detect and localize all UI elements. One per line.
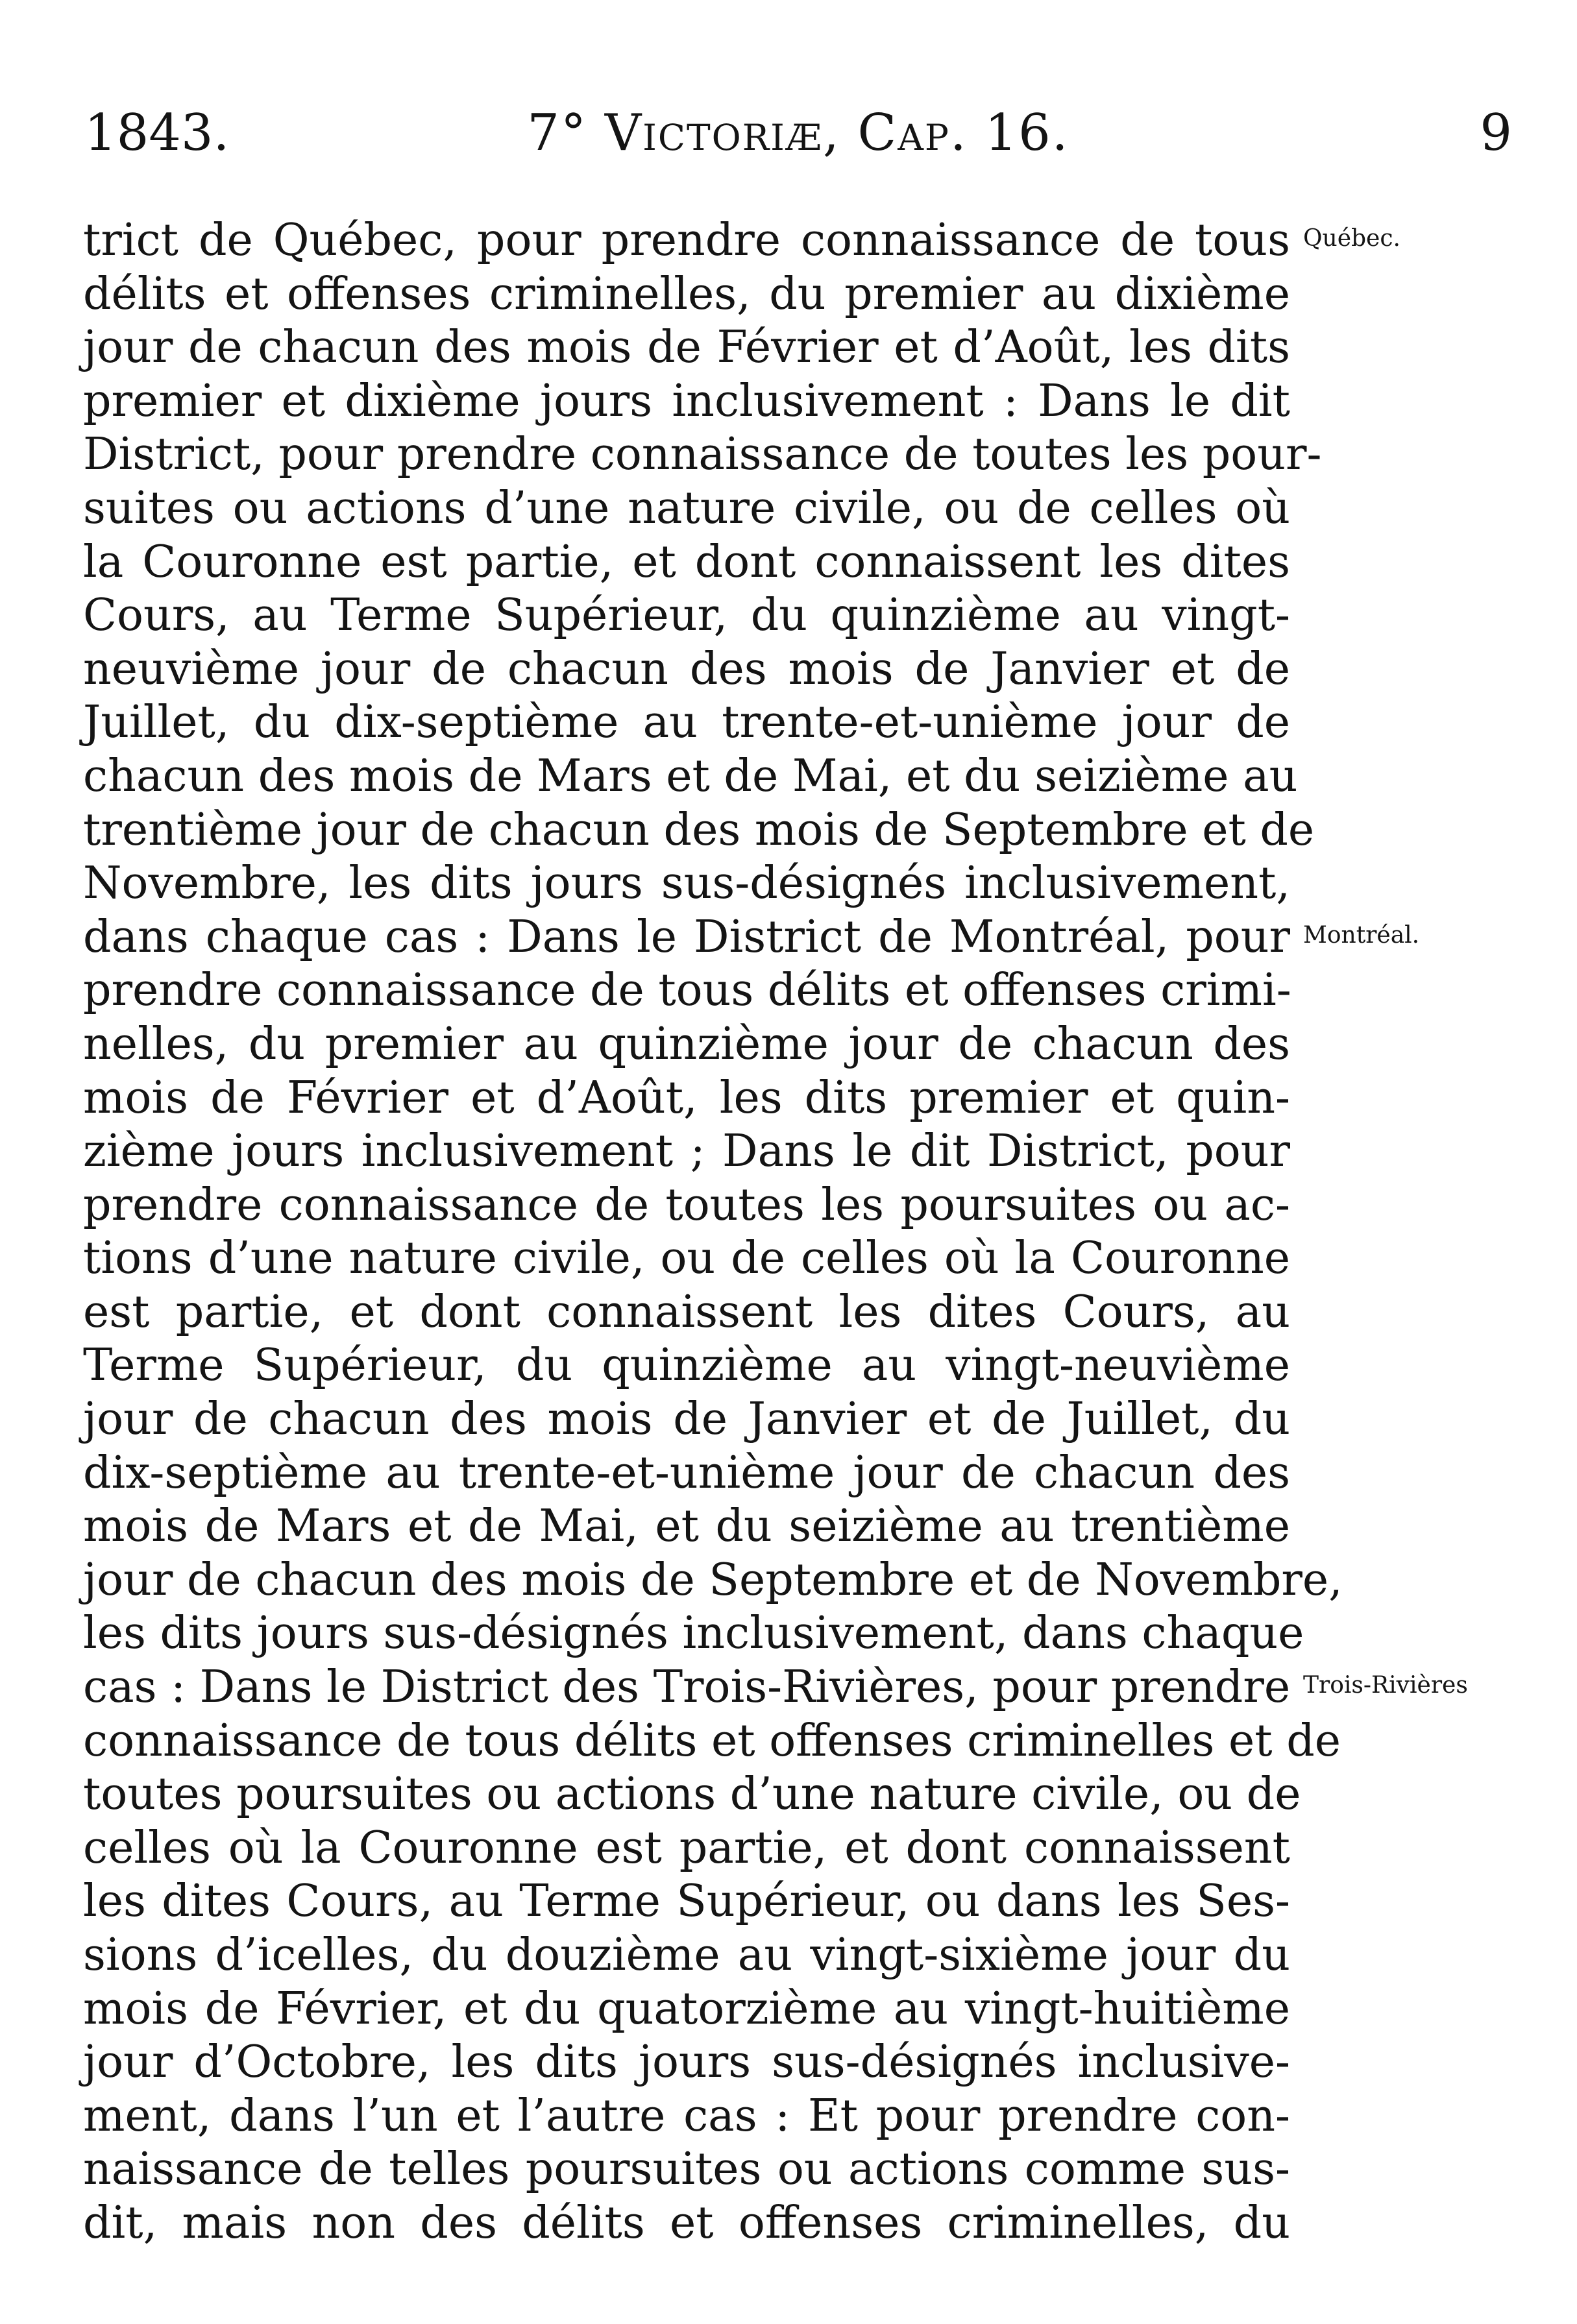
text-line: Terme Supérieur, du quinzième au vingt-neuvième bbox=[83, 1340, 1290, 1392]
text-line: la Couronne est partie, et dont connaissent les dites bbox=[83, 536, 1290, 588]
running-header bbox=[84, 97, 1512, 169]
text-line: prendre connaissance de toutes les poursuites ou ac- bbox=[83, 1179, 1290, 1231]
text-line: jour d’Octobre, les dits jours sus-désignés inclusive- bbox=[83, 2037, 1290, 2088]
text-line: cas : Dans le District des Trois-Rivières, pour prendre bbox=[83, 1662, 1291, 1713]
text-line: délits et offenses criminelles, du premier au dixième bbox=[83, 268, 1290, 320]
text-line: connaissance de tous délits et offenses criminelles et de bbox=[83, 1715, 1341, 1767]
text-line: District, pour prendre connaissance de toutes les pour- bbox=[83, 429, 1322, 481]
text-line: Juillet, du dix-septième au trente-et-unième jour de bbox=[83, 697, 1290, 749]
body-text bbox=[83, 214, 1343, 2251]
text-line: Cours, au Terme Supérieur, du quinzième au vingt- bbox=[83, 590, 1290, 642]
header-year: 1843. bbox=[84, 104, 230, 162]
margin-note-montreal: Montréal. bbox=[1303, 922, 1420, 949]
text-line: est partie, et dont connaissent les dites Cours, au bbox=[83, 1286, 1290, 1338]
text-line: celles où la Couronne est partie, et dont connaissent bbox=[83, 1822, 1290, 1874]
text-line: Novembre, les dits jours sus-désignés inclusivement, bbox=[83, 858, 1290, 910]
text-line: neuvième jour de chacun des mois de Janvier et de bbox=[83, 643, 1290, 695]
margin-note-quebec: Québec. bbox=[1303, 225, 1400, 252]
text-line: mois de Mars et de Mai, et du seizième au trentième bbox=[83, 1501, 1290, 1553]
text-line: mois de Février et d’Août, les dits premier et quin- bbox=[83, 1072, 1290, 1124]
text-line: les dites Cours, au Terme Supérieur, ou dans les Ses- bbox=[83, 1876, 1290, 1928]
text-line: nelles, du premier au quinzième jour de chacun des bbox=[83, 1018, 1290, 1070]
text-line: toutes poursuites ou actions d’une nature civile, ou de bbox=[83, 1769, 1301, 1821]
text-line: zième jours inclusivement ; Dans le dit District, pour bbox=[83, 1126, 1290, 1178]
text-line: tions d’une nature civile, ou de celles où la Couronne bbox=[83, 1233, 1290, 1285]
text-line: naissance de telles poursuites ou actions comme sus- bbox=[83, 2144, 1290, 2196]
text-line: suites ou actions d’une nature civile, ou de celles où bbox=[83, 482, 1290, 534]
text-line: mois de Février, et du quatorzième au vingt-huitième bbox=[83, 1983, 1290, 2035]
text-line: dans chaque cas : Dans le District de Montréal, pour bbox=[83, 911, 1290, 963]
header-title: 7° Victoriæ, Cap. 16. bbox=[527, 104, 1070, 162]
text-line: jour de chacun des mois de Septembre et de Novembre, bbox=[83, 1554, 1343, 1606]
text-line: dix-septième au trente-et-unième jour de chacun des bbox=[83, 1447, 1290, 1499]
text-line: ment, dans l’un et l’autre cas : Et pour prendre con- bbox=[83, 2090, 1290, 2142]
text-line: trict de Québec, pour prendre connaissance de tous bbox=[83, 215, 1290, 266]
text-line: trentième jour de chacun des mois de Septembre et de bbox=[83, 804, 1315, 856]
page-number: 9 bbox=[1480, 104, 1512, 162]
text-line: chacun des mois de Mars et de Mai, et du seizième au bbox=[83, 750, 1298, 802]
margin-note-trois-rivieres: Trois-Rivières bbox=[1303, 1672, 1468, 1699]
text-line: dit, mais non des délits et offenses criminelles, du bbox=[83, 2197, 1290, 2249]
text-line: jour de chacun des mois de Février et d’Août, les dits bbox=[83, 322, 1290, 374]
text-line: jour de chacun des mois de Janvier et de Juillet, du bbox=[83, 1394, 1290, 1446]
text-line: les dits jours sus-désignés inclusivement, dans chaque bbox=[83, 1608, 1304, 1660]
text-line: premier et dixième jours inclusivement : Dans le dit bbox=[83, 375, 1290, 427]
text-line: prendre connaissance de tous délits et offenses crimi- bbox=[83, 965, 1291, 1017]
text-line: sions d’icelles, du douzième au vingt-sixième jour du bbox=[83, 1930, 1290, 1981]
